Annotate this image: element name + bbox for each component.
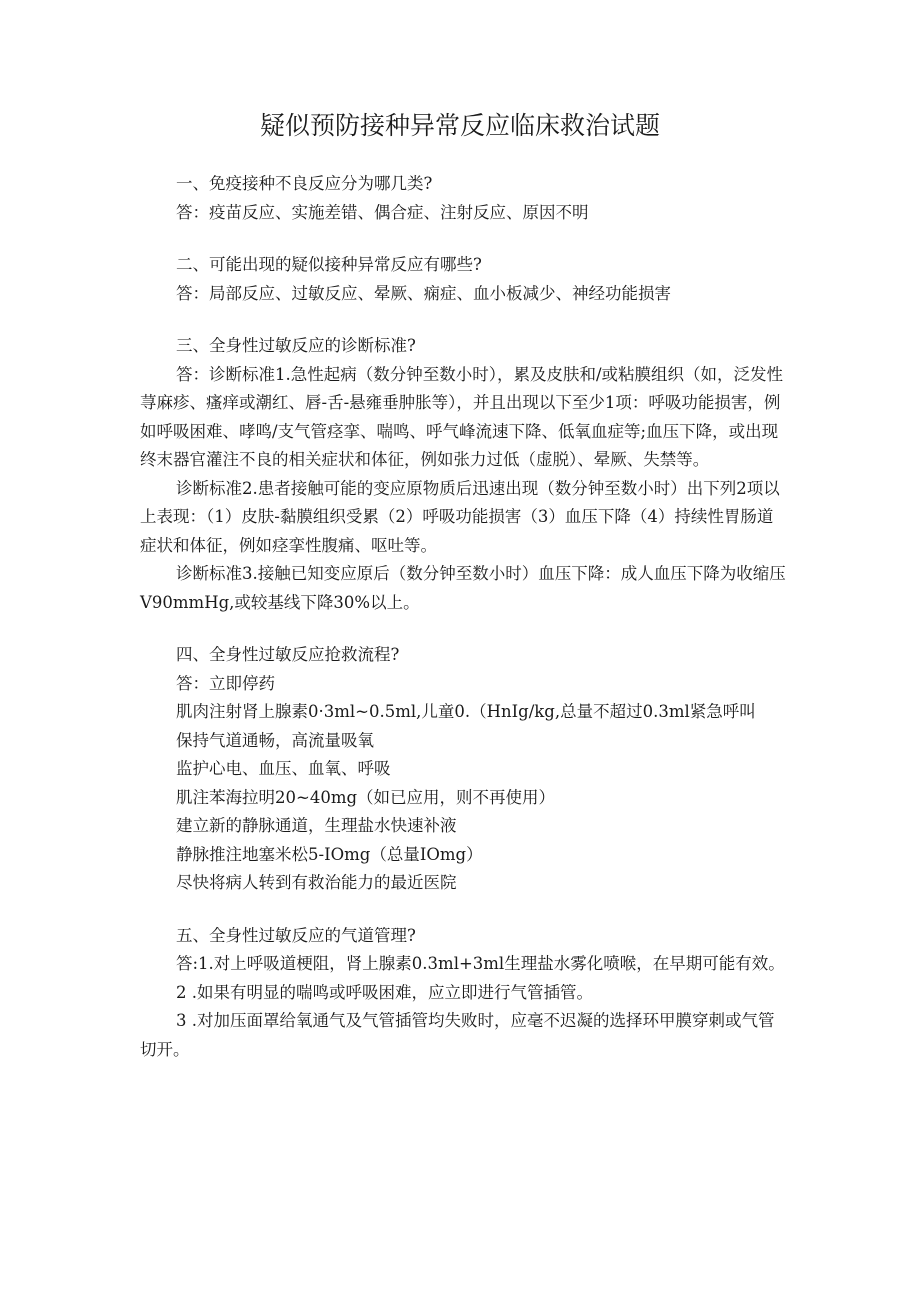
answer-paragraph: 诊断标准2.患者接触可能的变应原物质后迅速出现（数分钟至数小时）出下列2项以上表现：（1）皮肤-黏膜组织受累（2）呼吸功能损害（3）血压下降（4）持续性胃肠道症状和体征，例如痉挛性腹痛、呕吐等。	[140, 478, 780, 555]
procedure-step: 静脉推注地塞米松5-IOmg（总量IOmg）	[176, 844, 483, 864]
procedure-step: 建立新的静脉通道，生理盐水快速补液	[176, 816, 457, 835]
document-body	[140, 170, 788, 1088]
answer-paragraph: 3 .对加压面罩给氧通气及气管插管均失败时，应毫不迟凝的选择环甲膜穿刺或气管切开。	[140, 1011, 775, 1059]
answer-paragraph: 2 .如果有明显的喘鸣或呼吸困难，应立即进行气管插管。	[176, 982, 593, 1002]
procedure-step: 肌肉注射肾上腺素0·3ml~0.5ml,儿童0.（HnIg/kg,总量不超过0.3ml紧急呼叫	[176, 702, 756, 721]
question-section-5	[140, 922, 788, 1065]
question-section-1	[140, 170, 788, 227]
question-text: 一、免疫接种不良反应分为哪几类?	[176, 174, 433, 193]
answer-text: 答：立即停药	[176, 673, 275, 693]
procedure-step: 肌注苯海拉明20~40mg（如已应用，则不再使用）	[176, 787, 556, 807]
answer-text: 答：局部反应、过敏反应、晕厥、痫症、血小板减少、神经功能损害	[176, 283, 671, 303]
question-section-4	[140, 641, 788, 898]
procedure-step: 保持气道通畅，高流量吸氧	[176, 730, 374, 750]
page-title: 疑似预防接种异常反应临床救治试题	[259, 111, 660, 140]
question-text: 五、全身性过敏反应的气道管理?	[176, 925, 416, 945]
answer-paragraph: 诊断标准3.接触已知变应原后（数分钟至数小时）血压下降：成人血压下降为收缩压V90mmHg,或较基线下降30%以上。	[140, 564, 786, 612]
answer-paragraph: 答:1.对上呼吸道梗阻，肾上腺素0.3ml+3ml生理盐水雾化喷喉，在早期可能有效。	[176, 954, 785, 973]
question-section-2	[140, 251, 788, 308]
question-text: 三、全身性过敏反应的诊断标准?	[176, 336, 416, 355]
question-text: 二、可能出现的疑似接种异常反应有哪些?	[176, 255, 482, 274]
question-section-3	[140, 332, 788, 617]
question-text: 四、全身性过敏反应抢救流程?	[176, 645, 400, 664]
procedure-step: 尽快将病人转到有救治能力的最近医院	[176, 873, 457, 892]
answer-text: 答：疫苗反应、实施差错、偶合症、注射反应、原因不明	[176, 202, 589, 222]
answer-paragraph: 答：诊断标准1.急性起病（数分钟至数小时），累及皮肤和/或粘膜组织（如，泛发性荨麻疹、瘙痒或潮红、唇-舌-悬雍垂肿胀等），并且出现以下至少1项：呼吸功能损害，例如呼吸困难、哮鸣/支气管痉挛、喘鸣、呼气峰流速下降、低氧血症等;血压下降，或出现终末器官灌注不良的相关症状和体征，例如张力过低（虚脱）、晕厥、失禁等。	[140, 364, 784, 469]
procedure-step: 监护心电、血压、血氧、呼吸	[176, 759, 391, 778]
